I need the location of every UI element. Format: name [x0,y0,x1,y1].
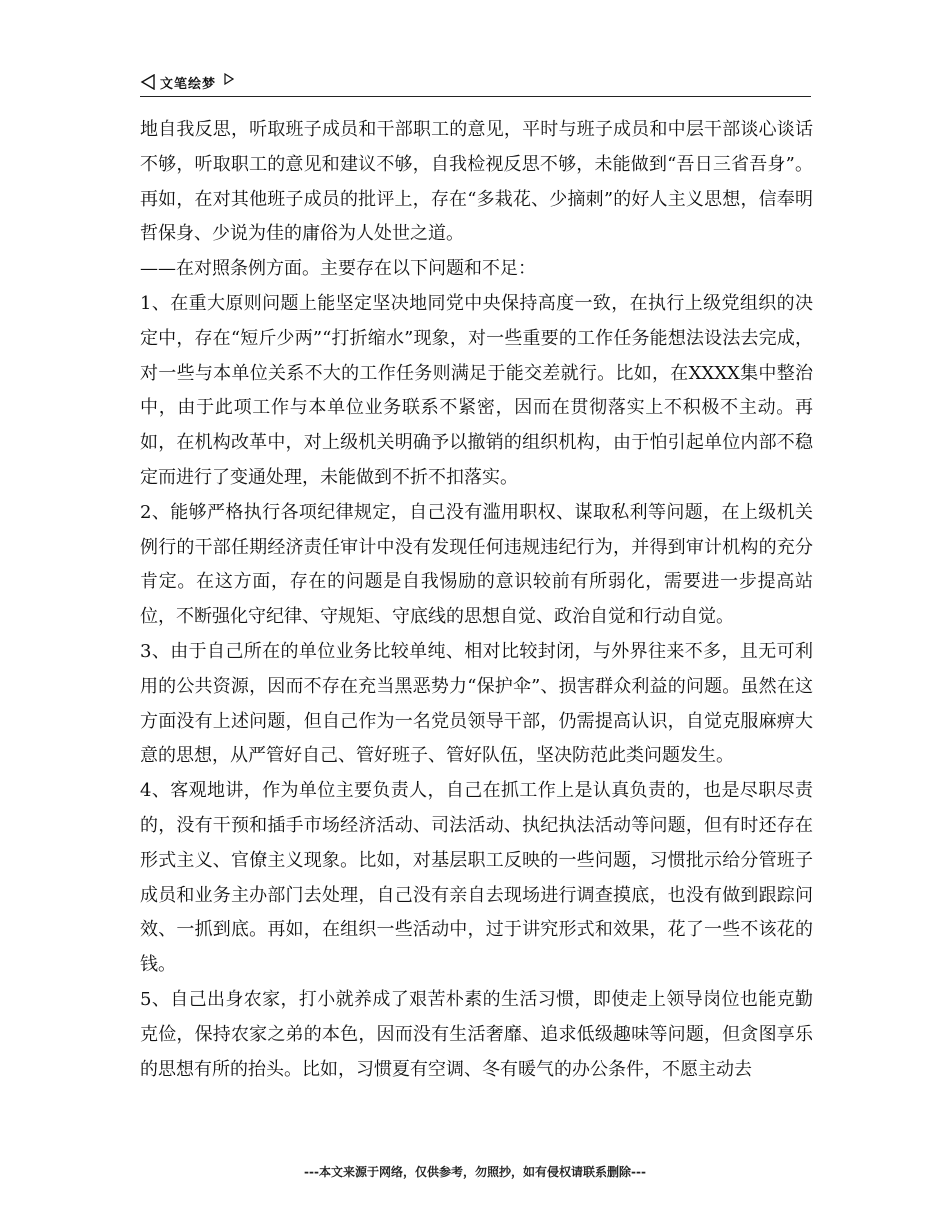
paragraph-section-heading: ——在对照条例方面。主要存在以下问题和不足： [140,258,536,280]
header-brand: 文笔绘梦 [160,77,217,92]
left-triangle-icon [140,74,156,90]
paragraph-continuation: 地自我反思，听取班子成员和干部职工的意见，平时与班子成员和中层干部谈心谈话不够，听取职工的意见和建议不够，自我检视反思不够，未能做到“吾日三省吾身”。再如，在对其他班子成员的批评上，存在“多栽花、少摘刺”的好人主义思想，信奉明哲保身、少说为佳的庸俗为人处世之道。 [140,119,813,245]
paragraph-item-4: 4、客观地讲，作为单位主要负责人，自己在抓工作上是认真负责的，也是尽职尽责的，没有干预和插手市场经济活动、司法活动、执纪执法活动等问题，但有时还存在形式主义、官僚主义现象。比如，对基层职工反映的一些问题，习惯批示给分管班子成员和业务主办部门去处理，自己没有亲自去现场进行调查摸底，也没有做到跟踪问效、一抓到底。再如，在组织一些活动中，过于讲究形式和效果，花了一些不该花的钱。 [140,780,813,976]
page-header [140,70,811,97]
document-body [140,113,813,1087]
paragraph-item-2: 2、能够严格执行各项纪律规定，自己没有滥用职权、谋取私利等问题，在上级机关例行的干部任期经济责任审计中没有发现任何违规违纪行为，并得到审计机构的充分肯定。在这方面，存在的问题是自我惕励的意识较前有所弱化，需要进一步提高站位，不断强化守纪律、守规矩、守底线的思想自觉、政治自觉和行动自觉。 [140,501,813,628]
paragraph-item-1: 1、在重大原则问题上能坚定坚决地同党中央保持高度一致，在执行上级党组织的决定中，存在“短斤少两”“打折缩水”现象，对一些重要的工作任务能想法设法去完成，对一些与本单位关系不大的工作任务则满足于能交差就行。比如，在XXXX集中整治中，由于此项工作与本单位业务联系不紧密，因而在贯彻落实上不积极不主动。再如，在机构改革中，对上级机关明确予以撤销的组织机构，由于怕引起单位内部不稳定而进行了变通处理，未能做到不折不扣落实。 [140,292,813,488]
paragraph-item-5: 5、自己出身农家，打小就养成了艰苦朴素的生活习惯，即使走上领导岗位也能克勤克俭，保持农家之弟的本色，因而没有生活奢靡、追求低级趣味等问题，但贪图享乐的思想有所的抬头。比如，习惯夏有空调、冬有暖气的办公条件，不愿主动去 [140,988,813,1080]
right-triangle-icon [224,73,234,85]
paragraph-item-3: 3、由于自己所在的单位业务比较单纯、相对比较封闭，与外界往来不多，且无可利用的公共资源，因而不存在充当黑恶势力“保护伞”、损害群众利益的问题。虽然在这方面没有上述问题，但自己作为一名党员领导干部，仍需提高认识，自觉克服麻痹大意的思想，从严管好自己、管好班子、管好队伍，坚决防范此类问题发生。 [140,640,813,767]
page-footer-disclaimer: ---本文来源于网络，仅供参考，勿照抄，如有侵权请联系删除--- [304,1165,646,1179]
